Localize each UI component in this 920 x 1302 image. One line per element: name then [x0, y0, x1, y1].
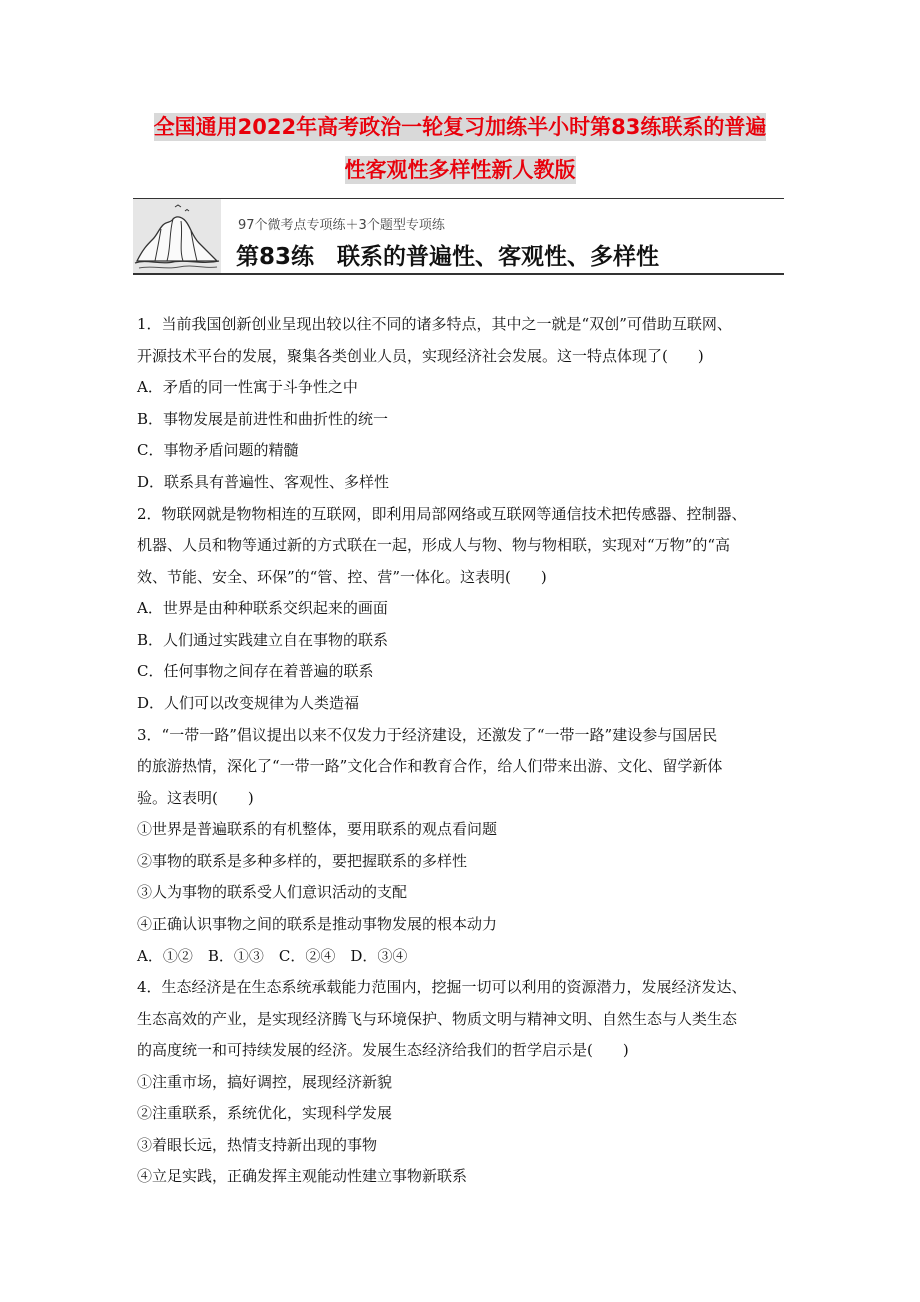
text-line: 效、节能、安全、环保”的“管、控、营”一体化。这表明( ) — [137, 568, 547, 586]
text-line: 3．“一带一路”倡议提出以来不仅发力于经济建设，还激发了“一带一路”建设参与国居民 — [137, 726, 718, 744]
banner-bottom-rule — [133, 273, 784, 275]
option-line: ④立足实践，正确发挥主观能动性建立事物新联系 — [137, 1167, 468, 1185]
option-line: D．联系具有普遍性、客观性、多样性 — [137, 473, 390, 491]
document-title-line-1: 全国通用2022年高考政治一轮复习加练半小时第83练联系的普遍 — [153, 115, 767, 139]
text-line: 的旅游热情，深化了“一带一路”文化合作和教育合作，给人们带来出游、文化、留学新体 — [137, 757, 723, 775]
option-line: ②事物的联系是多种多样的，要把握联系的多样性 — [137, 852, 468, 870]
option-line: ④正确认识事物之间的联系是推动事物发展的根本动力 — [137, 915, 498, 933]
option-line: ③人为事物的联系受人们意识活动的支配 — [137, 883, 408, 901]
option-line: B．事物发展是前进性和曲折性的统一 — [137, 410, 389, 428]
banner-subtitle: 97个微考点专项练＋3个题型专项练 — [238, 218, 445, 233]
option-line: A．世界是由种种联系交织起来的画面 — [137, 599, 388, 617]
text-line: 验。这表明( ) — [137, 789, 254, 807]
text-line: 机器、人员和物等通过新的方式联在一起，形成人与物、物与物相联，实现对“万物”的“高 — [137, 536, 731, 554]
section-banner — [133, 198, 784, 275]
option-line: ③着眼长远，热情支持新出现的事物 — [137, 1136, 378, 1154]
answer-choices-line: A．①② B．①③ C．②④ D．③④ — [137, 947, 408, 965]
text-line: 2．物联网就是物物相连的互联网，即利用局部网络或互联网等通信技术把传感器、控制器、 — [137, 505, 747, 523]
option-line: ①注重市场，搞好调控，展现经济新貌 — [137, 1073, 393, 1091]
banner-title: 第83练 联系的普遍性、客观性、多样性 — [236, 244, 660, 270]
text-line: 的高度统一和可持续发展的经济。发展生态经济给我们的哲学启示是( ) — [137, 1041, 629, 1059]
text-line: 生态高效的产业，是实现经济腾飞与环境保护、物质文明与精神文明、自然生态与人类生态 — [137, 1010, 738, 1028]
option-line: D．人们可以改变规律为人类造福 — [137, 694, 360, 712]
document-title-line-2: 性客观性多样性新人教版 — [344, 158, 576, 182]
option-line: ②注重联系，系统优化，实现科学发展 — [137, 1104, 393, 1122]
option-line: ①世界是普遍联系的有机整体，要用联系的观点看问题 — [137, 820, 498, 838]
banner-top-rule — [133, 198, 784, 199]
text-line: 1．当前我国创新创业呈现出较以往不同的诸多特点，其中之一就是“双创”可借助互联网、 — [137, 315, 732, 333]
option-line: A．矛盾的同一性寓于斗争性之中 — [137, 378, 358, 396]
option-line: B．人们通过实践建立自在事物的联系 — [137, 631, 389, 649]
text-line: 开源技术平台的发展，聚集各类创业人员，实现经济社会发展。这一特点体现了( ) — [137, 347, 704, 365]
text-line: 4．生态经济是在生态系统承载能力范围内，挖掘一切可以利用的资源潜力，发展经济发达、 — [137, 978, 747, 996]
mountain-landscape-icon — [133, 199, 221, 273]
option-line: C．任何事物之间存在着普遍的联系 — [137, 662, 374, 680]
option-line: C．事物矛盾问题的精髓 — [137, 441, 299, 459]
